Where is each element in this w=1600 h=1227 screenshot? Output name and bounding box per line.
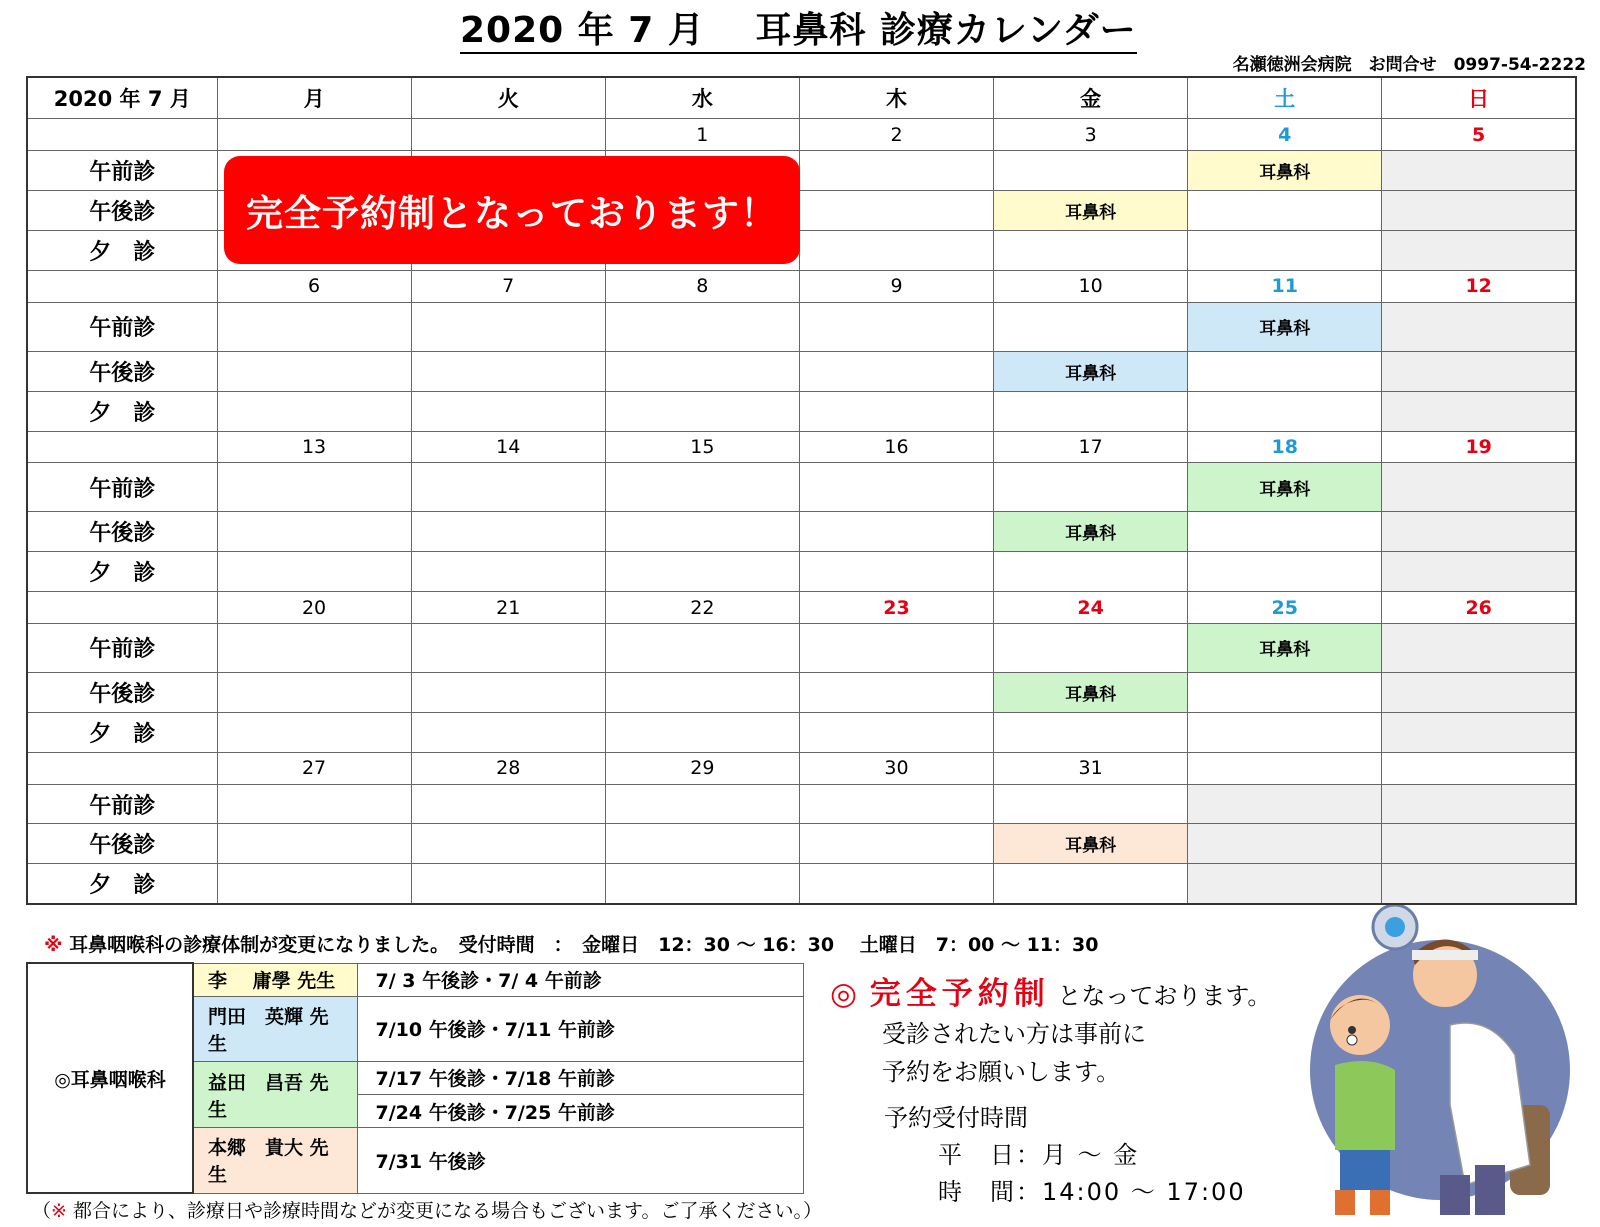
- calendar-corner-label: 2020 年 7 月: [27, 77, 217, 119]
- slot-cell: [217, 512, 411, 552]
- slot-cell: [217, 712, 411, 752]
- slot-cell-closed: [1382, 191, 1576, 231]
- reservation-banner: 完全予約制となっております！: [224, 156, 800, 264]
- slot-cell: [217, 463, 411, 512]
- slot-cell: [411, 712, 605, 752]
- reservation-line3: 予約をお願いします。: [882, 1058, 1121, 1086]
- slot-cell: [1188, 191, 1382, 231]
- week-label-cell: [27, 592, 217, 624]
- slot-cell-closed: [1382, 712, 1576, 752]
- slot-cell: [994, 230, 1188, 270]
- footnote-text: 都合により、診療日や診療時間などが変更になる場合もございます。ご了承ください。）: [66, 1200, 822, 1222]
- slot-cell: [411, 463, 605, 512]
- slot-label-afternoon: 午後診: [27, 824, 217, 864]
- slot-cell: [605, 351, 799, 391]
- footnote-open: （: [32, 1200, 52, 1222]
- slot-cell: [1188, 230, 1382, 270]
- slot-cell: [605, 302, 799, 351]
- slot-cell: [217, 784, 411, 824]
- clinic-entry: 耳鼻科: [994, 673, 1188, 713]
- slot-cell: [605, 552, 799, 592]
- date-cell: 6: [217, 270, 411, 302]
- slot-cell: [994, 864, 1188, 904]
- slot-cell-closed: [1382, 351, 1576, 391]
- date-cell-empty: [1188, 752, 1382, 784]
- date-cell-sat: 11: [1188, 270, 1382, 302]
- slot-cell: [411, 623, 605, 672]
- clinic-entry: 耳鼻科: [994, 824, 1188, 864]
- date-cell-sat: 4: [1188, 119, 1382, 151]
- slot-cell: [1188, 351, 1382, 391]
- slot-cell-closed: [1382, 623, 1576, 672]
- date-cell: 29: [605, 752, 799, 784]
- slot-cell: [411, 391, 605, 431]
- week-label-cell: [27, 119, 217, 151]
- slot-cell: [799, 784, 993, 824]
- doctor-schedule: 7/17 午後診・7/18 午前診: [357, 1061, 804, 1094]
- date-cell: 27: [217, 752, 411, 784]
- slot-label-morning: 午前診: [27, 623, 217, 672]
- day-header-sun: 日: [1382, 77, 1576, 119]
- slot-cell: [799, 623, 993, 672]
- slot-cell-closed: [1382, 391, 1576, 431]
- slot-cell: [994, 463, 1188, 512]
- slot-label-morning: 午前診: [27, 784, 217, 824]
- slot-cell: [411, 552, 605, 592]
- doctor-schedule: 7/10 午後診・7/11 午前診: [357, 996, 804, 1061]
- slot-cell: [411, 673, 605, 713]
- slot-label-evening: 夕 診: [27, 230, 217, 270]
- date-cell-sun: 19: [1382, 431, 1576, 463]
- slot-cell: [217, 864, 411, 904]
- slot-cell: [605, 463, 799, 512]
- date-cell: 13: [217, 431, 411, 463]
- slot-cell: [217, 623, 411, 672]
- slot-cell: [411, 864, 605, 904]
- slot-cell-closed: [1382, 151, 1576, 191]
- slot-cell: [1188, 552, 1382, 592]
- slot-cell: [1188, 512, 1382, 552]
- footnote-mark: ※: [51, 1200, 67, 1222]
- date-cell: 21: [411, 592, 605, 624]
- doctor-name: 李 庸學 先生: [193, 963, 357, 996]
- date-cell: 3: [994, 119, 1188, 151]
- slot-cell: [1188, 673, 1382, 713]
- clinic-entry: 耳鼻科: [1188, 151, 1382, 191]
- date-cell: 20: [217, 592, 411, 624]
- slot-cell-closed: [1382, 302, 1576, 351]
- hours-weekday: 平 日：月 ～ 金: [938, 1141, 1140, 1169]
- day-header-sat: 土: [1188, 77, 1382, 119]
- date-cell: 10: [994, 270, 1188, 302]
- slot-cell: [605, 623, 799, 672]
- slot-cell-closed: [1188, 784, 1382, 824]
- slot-cell: [799, 824, 993, 864]
- date-cell-sun: 26: [1382, 592, 1576, 624]
- slot-cell: [994, 623, 1188, 672]
- slot-label-morning: 午前診: [27, 302, 217, 351]
- clinic-entry: 耳鼻科: [994, 191, 1188, 231]
- slot-cell-closed: [1382, 512, 1576, 552]
- page-title: 2020 年 7 月 耳鼻科 診療カレンダー: [460, 2, 1140, 53]
- slot-label-afternoon: 午後診: [27, 673, 217, 713]
- slot-cell: [217, 391, 411, 431]
- slot-cell: [217, 824, 411, 864]
- department-label: ◎耳鼻咽喉科: [27, 963, 193, 1193]
- date-cell: 14: [411, 431, 605, 463]
- slot-cell-closed: [1382, 673, 1576, 713]
- doctor-schedule: 7/24 午後診・7/25 午前診: [357, 1095, 804, 1128]
- reservation-mark: ◎: [830, 976, 863, 1012]
- date-cell: 15: [605, 431, 799, 463]
- slot-cell: [605, 673, 799, 713]
- slot-cell-closed: [1382, 230, 1576, 270]
- slot-cell: [799, 864, 993, 904]
- notice-text: 耳鼻咽喉科の診療体制が変更になりました。 受付時間 ： 金曜日 12：30 ～ 16：30 土曜日 7：00 ～ 11：30: [69, 934, 1099, 956]
- slot-label-afternoon: 午後診: [27, 512, 217, 552]
- reservation-headline: 完全予約制: [869, 976, 1050, 1012]
- slot-cell: [1188, 712, 1382, 752]
- doctor-name: 益田 昌吾 先生: [193, 1061, 357, 1127]
- date-cell: 7: [411, 270, 605, 302]
- slot-cell: [799, 191, 993, 231]
- clinic-entry: 耳鼻科: [994, 351, 1188, 391]
- slot-cell: [217, 302, 411, 351]
- date-cell-sat: 25: [1188, 592, 1382, 624]
- slot-cell: [799, 391, 993, 431]
- slot-cell: [799, 673, 993, 713]
- date-cell-sun: 5: [1382, 119, 1576, 151]
- date-cell-sat: 18: [1188, 431, 1382, 463]
- slot-cell-closed: [1382, 864, 1576, 904]
- slot-label-afternoon: 午後診: [27, 191, 217, 231]
- slot-cell: [799, 151, 993, 191]
- slot-cell-closed: [1382, 784, 1576, 824]
- week-label-cell: [27, 752, 217, 784]
- date-cell: 16: [799, 431, 993, 463]
- slot-cell: [605, 864, 799, 904]
- slot-cell: [411, 784, 605, 824]
- doctor-name: 本郷 貴大 先生: [193, 1128, 357, 1193]
- date-cell: 2: [799, 119, 993, 151]
- slot-cell: [799, 351, 993, 391]
- slot-cell: [605, 784, 799, 824]
- slot-cell: [605, 712, 799, 752]
- day-header-mon: 月: [217, 77, 411, 119]
- day-header-thu: 木: [799, 77, 993, 119]
- week-label-cell: [27, 431, 217, 463]
- slot-cell: [994, 391, 1188, 431]
- slot-label-evening: 夕 診: [27, 552, 217, 592]
- hours-title: 予約受付時間: [884, 1104, 1028, 1132]
- slot-cell: [217, 351, 411, 391]
- notice-mark: ※: [44, 934, 63, 956]
- clinic-entry: 耳鼻科: [1188, 623, 1382, 672]
- schedule-change-notice: [44, 930, 1099, 957]
- slot-cell: [799, 463, 993, 512]
- slot-label-morning: 午前診: [27, 463, 217, 512]
- hours-time: 時 間：14:00 ～ 17:00: [938, 1178, 1246, 1206]
- date-cell: 31: [994, 752, 1188, 784]
- doctor-name: 門田 英輝 先生: [193, 996, 357, 1061]
- slot-cell: [605, 391, 799, 431]
- date-cell: 28: [411, 752, 605, 784]
- slot-cell: [411, 512, 605, 552]
- date-cell: 8: [605, 270, 799, 302]
- slot-label-afternoon: 午後診: [27, 351, 217, 391]
- slot-cell-closed: [1382, 463, 1576, 512]
- doctor-schedule-table: [26, 962, 804, 1194]
- date-cell: 30: [799, 752, 993, 784]
- date-cell: [411, 119, 605, 151]
- slot-cell: [1188, 391, 1382, 431]
- slot-cell: [994, 712, 1188, 752]
- slot-cell: [994, 784, 1188, 824]
- slot-cell: [994, 552, 1188, 592]
- date-cell-holiday: 24: [994, 592, 1188, 624]
- slot-cell: [799, 512, 993, 552]
- slot-cell: [799, 230, 993, 270]
- slot-label-morning: 午前診: [27, 151, 217, 191]
- date-cell-holiday: 23: [799, 592, 993, 624]
- slot-label-evening: 夕 診: [27, 712, 217, 752]
- slot-cell: [799, 302, 993, 351]
- slot-label-evening: 夕 診: [27, 864, 217, 904]
- doctor-schedule: 7/ 3 午後診・7/ 4 午前診: [357, 963, 804, 996]
- clinic-entry: 耳鼻科: [1188, 463, 1382, 512]
- slot-cell-closed: [1188, 864, 1382, 904]
- day-header-fri: 金: [994, 77, 1188, 119]
- clinic-entry: 耳鼻科: [994, 512, 1188, 552]
- doctor-examining-child-illustration: [1300, 905, 1600, 1227]
- date-cell: 9: [799, 270, 993, 302]
- reservation-hours: [884, 1100, 1246, 1211]
- slot-cell: [994, 151, 1188, 191]
- date-cell: 1: [605, 119, 799, 151]
- reservation-line2: 受診されたい方は事前に: [882, 1020, 1146, 1048]
- slot-cell-closed: [1382, 552, 1576, 592]
- slot-cell: [994, 302, 1188, 351]
- slot-cell-closed: [1188, 824, 1382, 864]
- date-cell: 17: [994, 431, 1188, 463]
- slot-cell-closed: [1382, 824, 1576, 864]
- slot-cell: [217, 673, 411, 713]
- date-cell-empty: [1382, 752, 1576, 784]
- date-cell: [217, 119, 411, 151]
- slot-cell: [605, 824, 799, 864]
- slot-cell: [799, 552, 993, 592]
- slot-cell: [411, 824, 605, 864]
- slot-cell: [217, 552, 411, 592]
- doctor-schedule: 7/31 午後診: [357, 1128, 804, 1193]
- footnote: [32, 1196, 822, 1223]
- date-cell-sun: 12: [1382, 270, 1576, 302]
- day-header-wed: 水: [605, 77, 799, 119]
- slot-cell: [411, 351, 605, 391]
- date-cell: 22: [605, 592, 799, 624]
- week-label-cell: [27, 270, 217, 302]
- slot-cell: [799, 712, 993, 752]
- slot-cell: [411, 302, 605, 351]
- clinic-entry: 耳鼻科: [1188, 302, 1382, 351]
- slot-label-evening: 夕 診: [27, 391, 217, 431]
- reservation-info: [830, 975, 1271, 1091]
- contact-info: 名瀬徳洲会病院 お問合せ 0997-54-2222: [1232, 55, 1586, 75]
- slot-cell: [605, 512, 799, 552]
- reservation-headline-suffix: となっております。: [1057, 982, 1272, 1010]
- day-header-tue: 火: [411, 77, 605, 119]
